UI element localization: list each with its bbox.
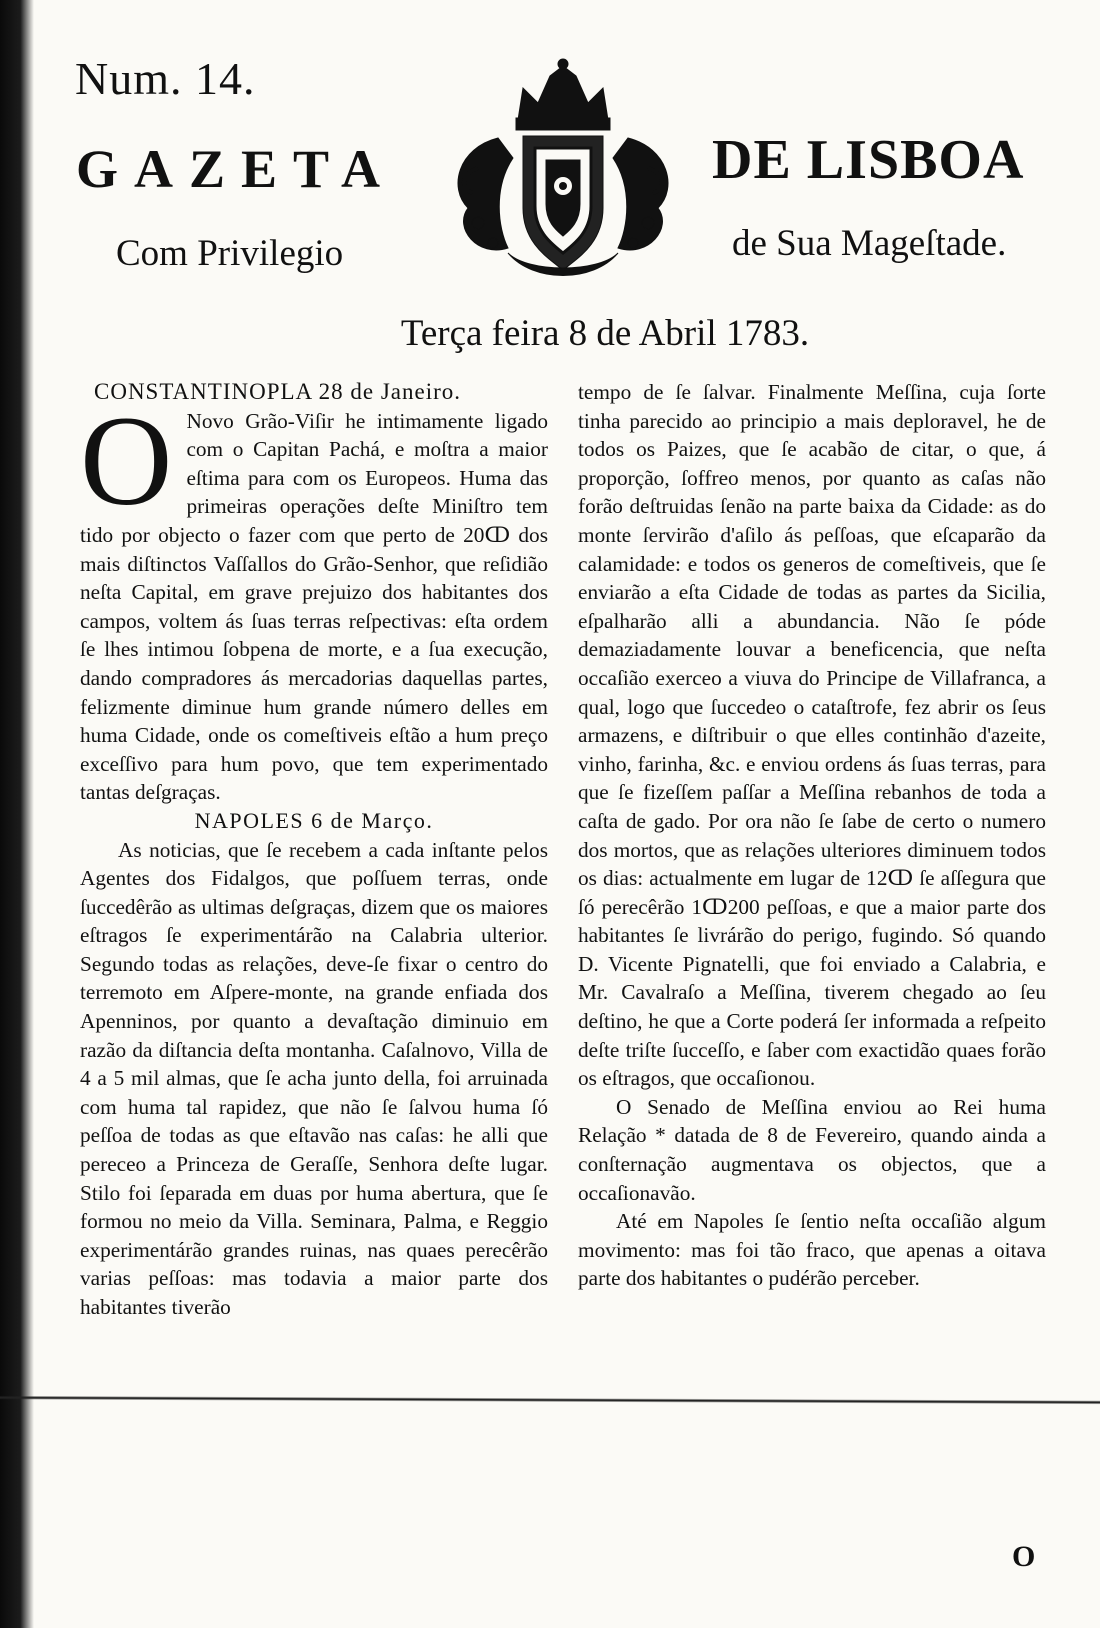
issue-date: Terça feira 8 de Abril 1783.	[400, 313, 810, 354]
dateline-constantinopla: CONSTANTINOPLA 28 de Janeiro.	[94, 379, 462, 404]
drop-cap: O	[80, 389, 173, 532]
title-right: DE LISBOA	[712, 129, 1025, 191]
royal-crest-icon	[438, 58, 688, 288]
scan-edge-shadow	[0, 0, 34, 1628]
title-left: GAZETA	[76, 139, 397, 199]
left-column	[80, 378, 548, 1322]
dateline-napoles: NAPOLES 6 de Março.	[194, 807, 434, 833]
article-napoles-movimento: Até em Napoles ſe ſentio neſta occaſião algum movimento: mas foi tão fraco, que apenas a oitava parte dos habitantes o pudérão perceber.	[578, 1209, 1046, 1291]
issue-number: Num. 14.	[75, 53, 256, 104]
article-senado-messina: O Senado de Meſſina enviou ao Rei huma Relação * datada de 8 de Fevereiro, quando ainda a conſternação augmentava os objectos, que a occaſionavão.	[578, 1094, 1046, 1205]
privilege-left: Com Privilegio	[116, 233, 344, 274]
catchword: O	[1012, 1540, 1036, 1573]
scan-crease-line	[0, 1396, 1100, 1405]
article-napoles: As noticias, que ſe recebem a cada inſtante pelos Agentes dos Fidalgos, que poſſuem terras, onde ſuccedêrão as ultimas deſgraças, dizem que os maiores eſtragos ſe experimentárão na Calabria ulterior. Segundo todas as relações, deve-ſe fixar o centro do terremoto em Aſpere-monte, na grande enfiada dos Apenninos, por quanto a devaſtação diminuio em razão da diſtancia deſta montanha. Caſalnovo, Villa de 4 a 5 mil almas, que ſe acha junto della, foi arruinada com huma tal rapidez, que não ſe ſalvou huma ſó peſſoa de todas as que eſtavão nas caſas: he alli que pereceo a Princeza de Geraſſe, Senhora deſte lugar. Stilo foi ſeparada em duas por huma abertura, que ſe formou no meio da Villa. Seminara, Palma, e Reggio experimentárão grandes ruinas, nas quaes perecêrão varias peſſoas: mas todavia a maior parte dos habitantes tiverão	[80, 837, 548, 1319]
article-napoles-continued: tempo de ſe ſalvar. Finalmente Meſſina, cuja ſorte tinha parecido ao principio a mais deploravel, he de todos os Paizes, que ſe acabão de citar, o que, á proporção, ſoffreo menos, por quanto as caſas não forão deſtruidas ſenão na parte baixa da Cidade: as do monte ſervirão d'aſilo ás peſſoas, que eſcaparão da calamidade: e todos os generos de comeſtiveis, que ſe enviarão a eſta Cidade de todas as partes da Sicilia, eſpalharão alli a abundancia. Não ſe póde demaziadamente louvar a beneficencia, que neſta occaſião exerceo a viuva do Principe de Villafranca, a qual, logo que ſuccedeo o cataſtrofe, fez abrir os ſeus armazens, e diſtribuir o que elles continhão d'azeite, vinho, farinha, &c. e enviou ordens ás ſuas terras, para que ſe fizeſſem paſſar a Meſſina rebanhos de toda a caſta de gado. Por ora não ſe ſabe de certo o numero dos mortos, que as relações ulteriores diminuem todos os dias: actualmente em lugar de 12ↀ ſe aſſegura que ſó perecêrão 1ↀ200 peſſoas, e que a maior parte dos habitantes ſe livrárão do perigo, fugindo. Só quando D. Vicente Pignatelli, que foi enviado a Calabria, e Mr. Cavalraſo a Meſſina, tiverem chegado ao ſeu deſtino, he que a Corte poderá ſer informada a reſpeito deſte triſte ſucceſſo, e ſaber com exactidão quaes forão os eſtragos, que occaſionou.	[578, 380, 1046, 1091]
article-constantinopla-text: Novo Grão-Viſir he intimamente ligado com o Capitan Pachá, e moſtra a maior eſtima para com os Europeos. Huma das primeiras operações deſte Miniſtro tem tido por objecto o fazer com que perto de 20ↀ dos mais diſtinctos Vaſſallos do Grão-Senhor, que reſidião neſta Capital, em grave prejuizo dos habitantes dos campos, voltem ás ſuas terras reſpectivas: eſta ordem ſe lhes intimou ſobpena de morte, e a ſua execução, dando compradores ás mercadorias daquellas partes, felizmente diminue hum grande número delles em huma Cidade, onde os comeſtiveis eſtão a hum preço exceſſivo para hum povo, que tem experimentado tantas deſgraças.	[80, 408, 548, 805]
right-column	[578, 378, 1046, 1293]
privilege-right: de Sua Mageſtade.	[732, 223, 1007, 264]
